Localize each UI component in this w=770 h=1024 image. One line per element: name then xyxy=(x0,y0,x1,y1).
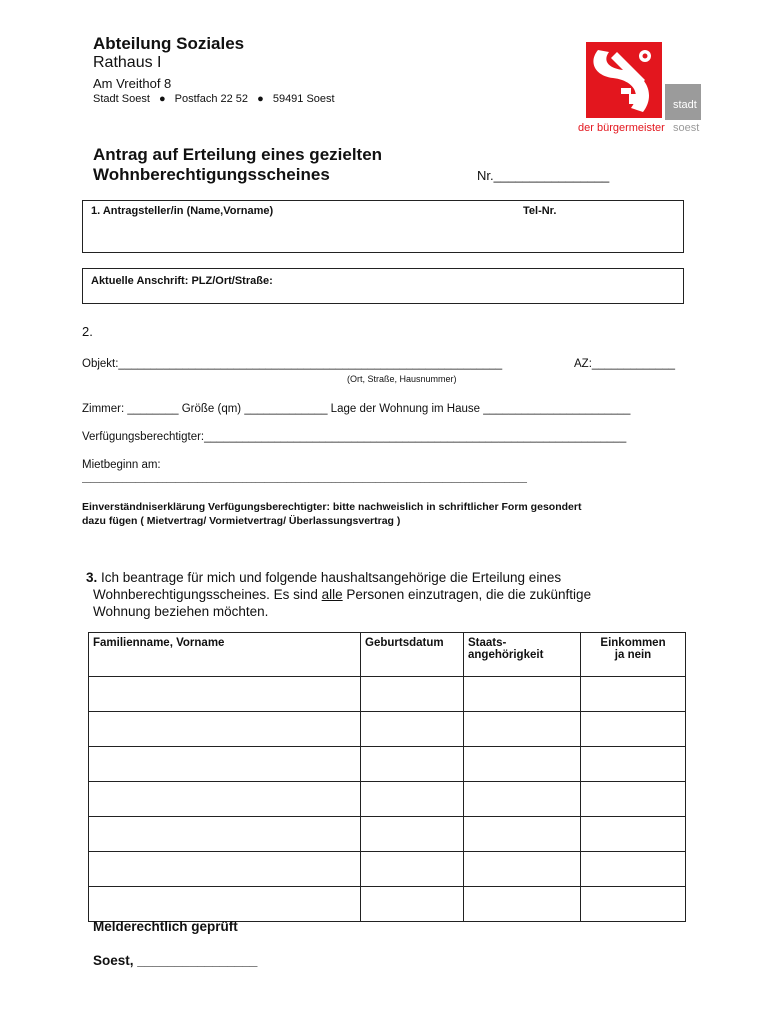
place-date-field[interactable]: Soest, ________________ xyxy=(93,953,258,968)
table-row xyxy=(89,887,686,922)
col-birth-header: Geburtsdatum xyxy=(361,633,464,677)
cell-nationality[interactable] xyxy=(464,817,581,852)
object-hint: (Ort, Straße, Hausnummer) xyxy=(347,374,457,384)
section3-text-line1 xyxy=(86,570,561,585)
bullet-icon: ● xyxy=(158,93,166,105)
table-row xyxy=(89,782,686,817)
applicant-label: 1. Antragsteller/in (Name,Vorname) xyxy=(91,205,274,217)
current-address-box[interactable] xyxy=(82,268,684,304)
cell-income[interactable] xyxy=(581,852,686,887)
cell-income[interactable] xyxy=(581,887,686,922)
object-field[interactable]: Objekt:____________________________________________________________ xyxy=(82,358,503,370)
form-title-line1: Antrag auf Erteilung eines gezielten xyxy=(93,145,383,164)
consent-note-line1: Einverständniserklärung Verfügungsberechtigter: bitte nachweislich in schriftlicher Form gesondert xyxy=(82,501,582,513)
form-number-field[interactable]: Nr.________________ xyxy=(477,168,610,183)
consent-note-line2: dazu fügen ( Mietvertrag/ Vormietvertrag/ Überlassungsvertrag ) xyxy=(82,515,401,527)
cell-birthdate[interactable] xyxy=(361,712,464,747)
registration-checked-label: Melderechtlich geprüft xyxy=(93,919,238,934)
col-nationality-header xyxy=(464,633,581,677)
cell-nationality[interactable] xyxy=(464,677,581,712)
col-income-line2: ja nein xyxy=(614,649,652,661)
authorized-person-field[interactable]: Verfügungsberechtigter:__________________________________________________________________ xyxy=(82,431,627,443)
street-address: Am Vreithof 8 xyxy=(93,76,172,91)
cell-name[interactable] xyxy=(89,887,361,922)
section3-line2-underlined: alle xyxy=(321,587,343,602)
section3-line2-pre: Wohnberechtigungsscheines. Es sind xyxy=(93,587,322,602)
col-nationality-line2: angehörigkeit xyxy=(468,649,544,661)
city-logo xyxy=(578,42,703,138)
col-income-header xyxy=(581,633,686,677)
table-row xyxy=(89,817,686,852)
cell-nationality[interactable] xyxy=(464,782,581,817)
cell-nationality[interactable] xyxy=(464,747,581,782)
bullet-icon: ● xyxy=(257,93,264,105)
lease-start-field[interactable]: ____________________________________________________________________________________________________ xyxy=(82,474,527,483)
cell-name[interactable] xyxy=(89,782,361,817)
table-header-row xyxy=(89,633,686,677)
logo-side-label: stadt xyxy=(673,99,697,111)
postal-address-line xyxy=(93,93,335,105)
table-row xyxy=(89,677,686,712)
cell-income[interactable] xyxy=(581,747,686,782)
department-title: Abteilung Soziales xyxy=(93,34,245,53)
cell-income[interactable] xyxy=(581,782,686,817)
section3-number: 3. xyxy=(86,570,98,585)
section3-text-line3: Wohnung beziehen möchten. xyxy=(93,604,269,619)
cell-birthdate[interactable] xyxy=(361,817,464,852)
cell-nationality[interactable] xyxy=(464,887,581,922)
lease-start-label: Mietbeginn am: xyxy=(82,459,161,471)
phone-label: Tel-Nr. xyxy=(523,205,557,217)
rooms-size-location-line[interactable]: Zimmer: ________ Größe (qm) _____________ Lage der Wohnung im Hause _______________________ xyxy=(82,403,631,415)
logo-caption-grey: soest xyxy=(673,122,700,134)
address-part-city: Stadt Soest xyxy=(93,93,150,105)
cell-birthdate[interactable] xyxy=(361,782,464,817)
current-address-label: Aktuelle Anschrift: PLZ/Ort/Straße: xyxy=(91,275,273,287)
building-name: Rathaus I xyxy=(93,54,162,71)
cell-name[interactable] xyxy=(89,852,361,887)
col-nationality-line1: Staats- xyxy=(468,637,507,649)
applicant-box[interactable] xyxy=(82,200,684,253)
col-income-line1: Einkommen xyxy=(600,637,666,649)
cell-name[interactable] xyxy=(89,817,361,852)
cell-income[interactable] xyxy=(581,712,686,747)
table-row xyxy=(89,712,686,747)
address-part-pobox: Postfach 22 52 xyxy=(174,93,249,105)
address-part-zip: 59491 Soest xyxy=(272,93,335,105)
table-row xyxy=(89,747,686,782)
cell-birthdate[interactable] xyxy=(361,677,464,712)
cell-income[interactable] xyxy=(581,817,686,852)
section2-heading: 2. xyxy=(82,324,93,339)
cell-name[interactable] xyxy=(89,677,361,712)
cell-birthdate[interactable] xyxy=(361,887,464,922)
az-field[interactable]: AZ:_____________ xyxy=(574,358,676,370)
logo-caption-red: der bürgermeister xyxy=(578,122,665,134)
cell-nationality[interactable] xyxy=(464,852,581,887)
section3-line1: Ich beantrage für mich und folgende haushaltsangehörige die Erteilung eines xyxy=(97,570,562,585)
household-members-table xyxy=(88,632,686,922)
col-name-header: Familienname, Vorname xyxy=(89,633,361,677)
cell-birthdate[interactable] xyxy=(361,747,464,782)
cell-birthdate[interactable] xyxy=(361,852,464,887)
cell-nationality[interactable] xyxy=(464,712,581,747)
section3-text-line2 xyxy=(93,587,591,602)
table-row xyxy=(89,852,686,887)
cell-name[interactable] xyxy=(89,712,361,747)
section3-line2-post: Personen einzutragen, die die zukünftige xyxy=(342,587,592,602)
form-title-line2: Wohnberechtigungsscheines xyxy=(93,165,330,184)
cell-income[interactable] xyxy=(581,677,686,712)
cell-name[interactable] xyxy=(89,747,361,782)
